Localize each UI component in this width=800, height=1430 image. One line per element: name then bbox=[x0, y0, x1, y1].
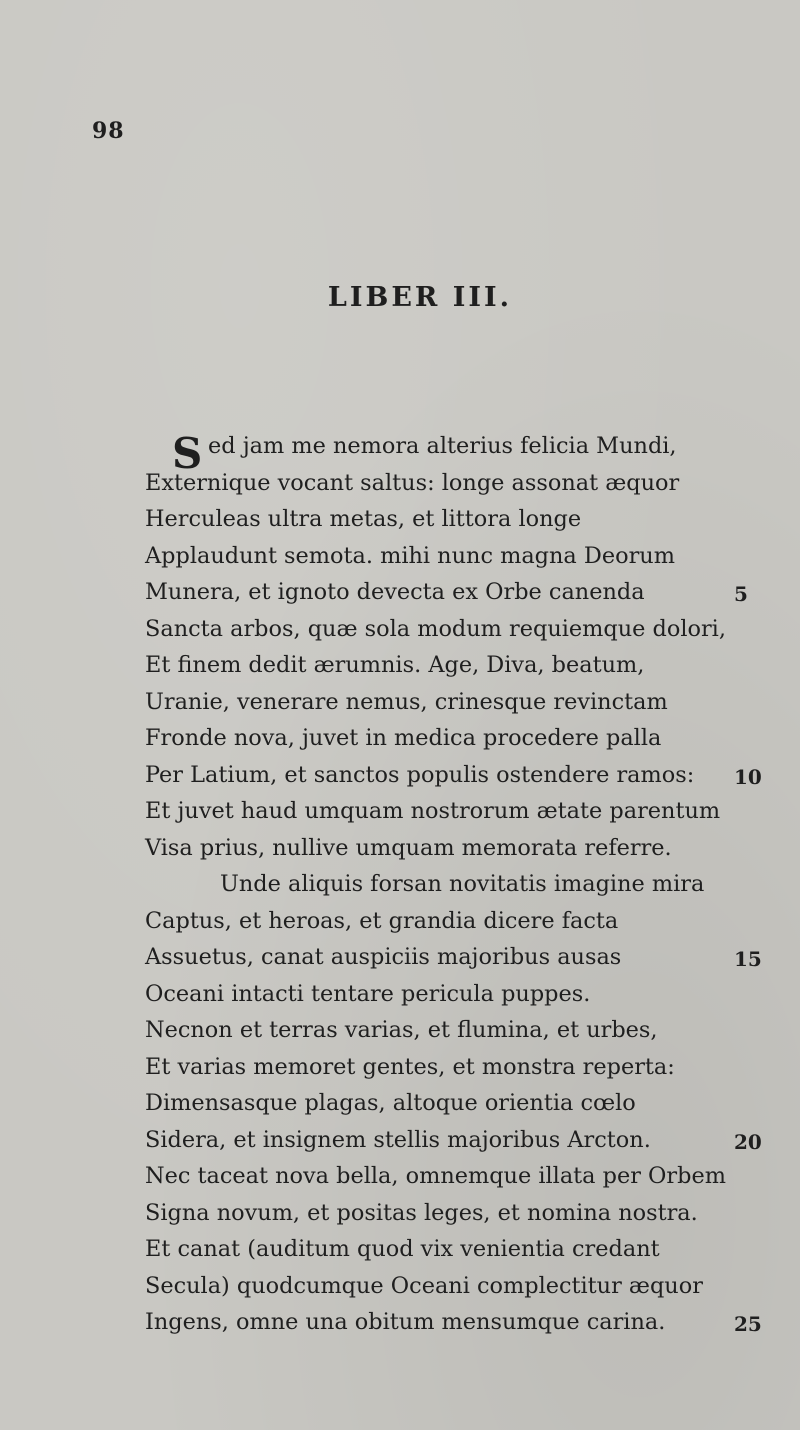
poem-line-23: Et canat (auditum quod vix venientia credant bbox=[145, 1236, 660, 1262]
page-number: 98 bbox=[92, 118, 125, 144]
line-number-15: 15 bbox=[734, 947, 762, 971]
book-title: LIBER III. bbox=[327, 282, 513, 313]
poem-line-3: Herculeas ultra metas, et littora longe bbox=[145, 506, 582, 532]
line-number-5: 5 bbox=[734, 582, 748, 606]
poem-line-2: Externique vocant saltus: longe assonat æquor bbox=[145, 470, 680, 496]
poem-line-9: Fronde nova, juvet in medica procedere palla bbox=[145, 725, 662, 751]
line-number-20: 20 bbox=[734, 1130, 762, 1154]
poem-line-7: Et finem dedit ærumnis. Age, Diva, beatum, bbox=[145, 652, 645, 678]
poem-line-24: Secula) quodcumque Oceani complectitur æquor bbox=[145, 1273, 703, 1299]
poem-line-8: Uranie, venerare nemus, crinesque revinctam bbox=[145, 689, 668, 715]
poem-line-6: Sancta arbos, quæ sola modum requiemque dolori, bbox=[145, 616, 726, 642]
poem-line-5: Munera, et ignoto devecta ex Orbe canenda bbox=[145, 579, 645, 605]
poem-line-14: Captus, et heroas, et grandia dicere facta bbox=[145, 908, 619, 934]
poem-line-13: Unde aliquis forsan novitatis imagine mira bbox=[220, 871, 705, 897]
poem-line-11: Et juvet haud umquam nostrorum ætate parentum bbox=[145, 798, 721, 824]
poem-line-15: Assuetus, canat auspiciis majoribus ausas bbox=[145, 944, 622, 970]
line-number-25: 25 bbox=[734, 1312, 762, 1336]
poem-line-16: Oceani intacti tentare pericula puppes. bbox=[145, 981, 591, 1007]
poem-line-20: Sidera, et insignem stellis majoribus Arcton. bbox=[145, 1127, 651, 1153]
poem-line-25: Ingens, omne una obitum mensumque carina. bbox=[145, 1309, 666, 1335]
poem-line-19: Dimensasque plagas, altoque orientia cœlo bbox=[145, 1090, 636, 1116]
poem-line-1: ed jam me nemora alterius felicia Mundi, bbox=[208, 433, 677, 459]
poem-line-18: Et varias memoret gentes, et monstra reperta: bbox=[145, 1054, 675, 1080]
line-number-10: 10 bbox=[734, 765, 762, 789]
poem-line-22: Signa novum, et positas leges, et nomina nostra. bbox=[145, 1200, 698, 1226]
poem-line-17: Necnon et terras varias, et flumina, et urbes, bbox=[145, 1017, 658, 1043]
poem-line-21: Nec taceat nova bella, omnemque illata per Orbem bbox=[145, 1163, 726, 1189]
poem-line-12: Visa prius, nullive umquam memorata referre. bbox=[145, 835, 672, 861]
poem-line-4: Applaudunt semota. mihi nunc magna Deorum bbox=[145, 543, 675, 569]
drop-cap: S bbox=[172, 429, 203, 478]
poem-line-10: Per Latium, et sanctos populis ostendere ramos: bbox=[145, 762, 695, 788]
